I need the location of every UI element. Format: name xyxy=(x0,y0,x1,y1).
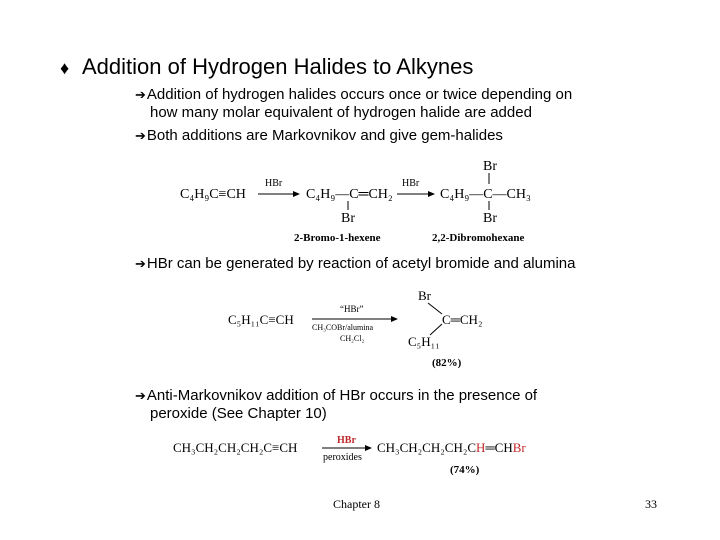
scheme3-arrowhead xyxy=(365,445,372,451)
scheme1-intermediate: C₄H₉—C═CH₂ xyxy=(306,187,393,202)
scheme1-name-2: 2,2-Dibromohexane xyxy=(432,232,525,244)
scheme2-alkene: C═CH₂ xyxy=(442,312,483,327)
scheme2-reagent-bottom: CH₂Cl₂ xyxy=(340,334,365,343)
scheme1-reagent-2: HBr xyxy=(402,178,420,189)
scheme1-reagent-1: HBr xyxy=(265,178,283,189)
scheme2-reagent-mid: CH₃COBr/alumina xyxy=(312,323,374,332)
bullet-4-line-2: peroxide (See Chapter 10) xyxy=(150,405,327,422)
page-number: 33 xyxy=(645,497,657,511)
arrow-bullet-icon: ➔ xyxy=(135,128,146,143)
footer-chapter: Chapter 8 xyxy=(333,497,380,511)
scheme3-product xyxy=(377,440,526,455)
arrow-bullet-icon: ➔ xyxy=(135,87,146,102)
scheme1-name-1: 2-Bromo-1-hexene xyxy=(294,232,381,244)
diamond-bullet-icon: ♦ xyxy=(60,58,70,78)
slide-title-text: Addition of Hydrogen Halides to Alkynes xyxy=(82,54,474,79)
bullet-4-line-1: Anti-Markovnikov addition of HBr occurs in the presence of xyxy=(146,387,538,404)
scheme3-product-h: H xyxy=(476,440,486,455)
scheme1-br-bottom: Br xyxy=(483,211,497,226)
scheme1-reactant: C₄H₉C≡CH xyxy=(180,187,246,202)
scheme1-product: C₄H₉—C—CH₃ xyxy=(440,187,531,202)
scheme3-product-main: CH₃CH₂CH₂CH₂C xyxy=(377,440,477,455)
scheme3-reactant: CH₃CH₂CH₂CH₂C≡CH xyxy=(173,440,298,455)
scheme3-product-eq: ═CH xyxy=(485,440,513,455)
scheme2-reagent-top: “HBr” xyxy=(340,304,364,314)
bullet-2-line-1: Both additions are Markovnikov and give gem-halides xyxy=(146,127,503,144)
scheme3-product-br: Br xyxy=(512,440,526,455)
arrow-bullet-icon: ➔ xyxy=(135,388,146,403)
scheme2-reactant: C₅H₁₁C≡CH xyxy=(228,312,294,327)
bullet-1-line-2: how many molar equivalent of hydrogen halide are added xyxy=(150,104,532,121)
scheme1-br-top: Br xyxy=(483,159,497,174)
scheme2-br: Br xyxy=(418,288,431,303)
bullet-3-line-1: HBr can be generated by reaction of acetyl bromide and alumina xyxy=(146,255,576,272)
arrow-bullet-icon: ➔ xyxy=(135,256,146,271)
bullet-1-line-1: Addition of hydrogen halides occurs once or twice depending on xyxy=(146,86,573,103)
scheme3-yield: (74%) xyxy=(450,464,480,476)
scheme2-yield: (82%) xyxy=(432,357,462,369)
scheme2-r-group: C₅H₁₁ xyxy=(408,334,440,349)
scheme3-reagent-top: HBr xyxy=(337,435,356,446)
scheme3-reagent-bottom: peroxides xyxy=(323,452,362,463)
scheme1-br-1: Br xyxy=(341,211,355,226)
